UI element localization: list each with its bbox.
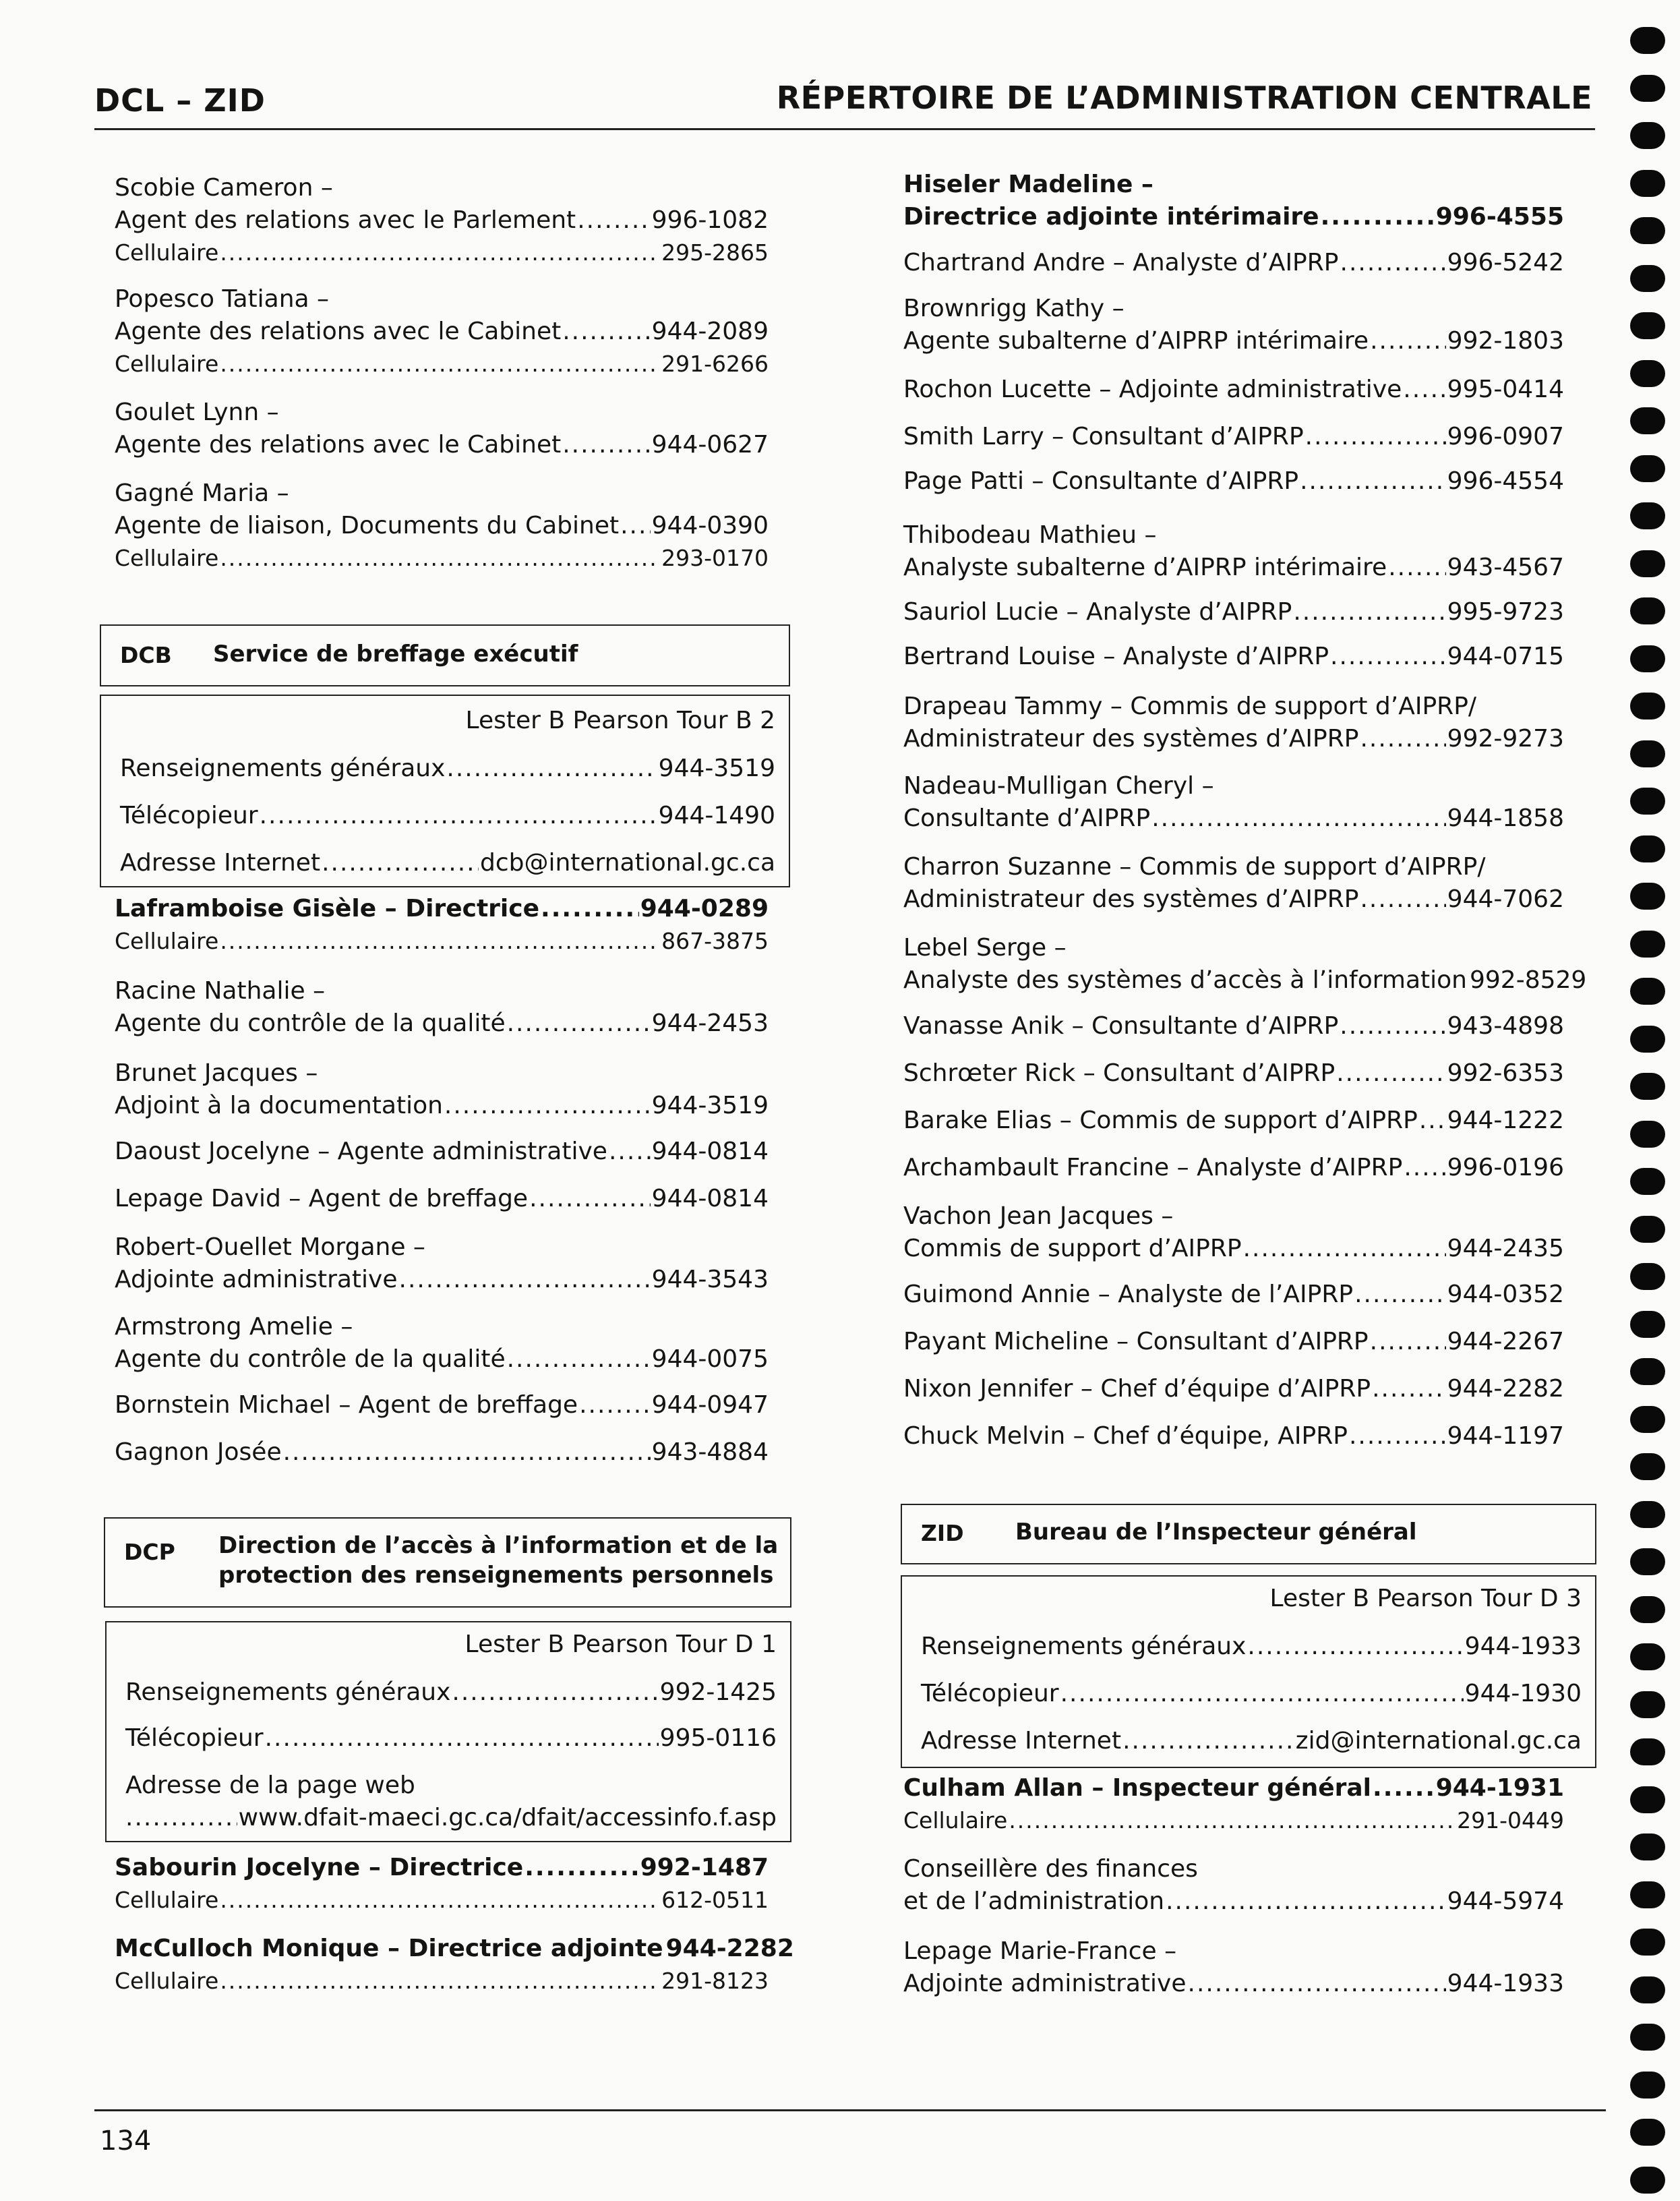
entry-name: Scobie Cameron – bbox=[115, 174, 333, 202]
entry-phone: 992-6353 bbox=[1447, 1059, 1564, 1087]
cell-label: Cellulaire bbox=[115, 351, 219, 377]
entry-phone: 995-0414 bbox=[1447, 376, 1564, 403]
entry-name: Brunet Jacques – bbox=[115, 1059, 318, 1087]
entry-title: Bornstein Michael – Agent de breffage bbox=[115, 1391, 578, 1419]
punch-hole bbox=[1630, 170, 1665, 197]
punch-hole bbox=[1630, 1263, 1665, 1290]
entry-title: Rochon Lucette – Adjointe administrative bbox=[903, 376, 1402, 403]
punch-hole bbox=[1630, 2167, 1665, 2194]
entry-phone: 996-0196 bbox=[1447, 1154, 1564, 1181]
info-label: Renseignements généraux bbox=[120, 755, 446, 782]
punch-hole bbox=[1630, 1121, 1665, 1148]
section-title: Service de breffage exécutif bbox=[213, 641, 578, 668]
cell-label: Cellulaire bbox=[115, 928, 219, 954]
section-info-box-dcb bbox=[100, 695, 790, 887]
section-code: ZID bbox=[921, 1520, 964, 1546]
entry-phone: 944-1858 bbox=[1447, 804, 1564, 832]
entry-phone: 944-3519 bbox=[651, 1092, 769, 1119]
building-location: Lester B Pearson Tour D 1 bbox=[464, 1631, 777, 1658]
info-row bbox=[125, 1676, 777, 1709]
info-value: 944-3519 bbox=[658, 755, 775, 782]
punch-hole bbox=[1630, 1216, 1665, 1243]
cell-phone: 291-6266 bbox=[661, 351, 769, 377]
cell-label: Cellulaire bbox=[115, 1968, 219, 1994]
entry-phone: 995-9723 bbox=[1447, 598, 1564, 626]
entry-title: Administrateur des systèmes d’AIPRP bbox=[903, 725, 1359, 753]
punch-hole bbox=[1630, 312, 1665, 339]
directory-entry bbox=[903, 374, 1564, 406]
entry-title: Analyste subalterne d’AIPRP intérimaire bbox=[903, 554, 1387, 581]
punch-hole bbox=[1630, 122, 1665, 149]
entry-title: Vanasse Anik – Consultante d’AIPRP bbox=[903, 1012, 1339, 1040]
punch-hole bbox=[1630, 1453, 1665, 1480]
info-label: Adresse de la page web bbox=[125, 1771, 415, 1799]
deputy-phone: 944-2282 bbox=[665, 1935, 794, 1962]
punch-hole bbox=[1630, 455, 1665, 482]
section-code: DCB bbox=[120, 642, 172, 668]
punch-hole bbox=[1630, 217, 1665, 244]
directory-entry bbox=[903, 465, 1564, 498]
entry-title: Agent des relations avec le Parlement bbox=[115, 206, 576, 234]
entry-name: Charron Suzanne – Commis de support d’AIPRP/ bbox=[903, 853, 1486, 881]
info-row bbox=[921, 1678, 1582, 1710]
director-entry bbox=[115, 1852, 769, 1916]
punch-hole bbox=[1630, 931, 1665, 958]
punch-hole bbox=[1630, 693, 1665, 720]
entry-title: Chuck Melvin – Chef d’équipe, AIPRP bbox=[903, 1422, 1348, 1450]
entry-phone: 944-0390 bbox=[651, 512, 769, 539]
entry-title: Directrice adjointe intérimaire bbox=[903, 203, 1319, 231]
entry-name: Lepage Marie-France – bbox=[903, 1937, 1177, 1965]
directory-entry bbox=[115, 397, 769, 461]
info-value: 944-1930 bbox=[1464, 1680, 1582, 1707]
punch-hole bbox=[1630, 1406, 1665, 1433]
entry-title: Commis de support d’AIPRP bbox=[903, 1235, 1242, 1262]
punch-hole bbox=[1630, 2119, 1665, 2146]
entry-name: Robert-Ouellet Morgane – bbox=[115, 1233, 425, 1261]
punch-hole bbox=[1630, 1643, 1665, 1670]
directory-entry bbox=[903, 851, 1564, 916]
punch-hole bbox=[1630, 550, 1665, 577]
punch-hole bbox=[1630, 1168, 1665, 1195]
section-title-line-1: Direction de l’accès à l’information et de la bbox=[218, 1532, 779, 1559]
info-row bbox=[120, 847, 775, 879]
punch-hole bbox=[1630, 1833, 1665, 1860]
entry-title: Archambault Francine – Analyste d’AIPRP bbox=[903, 1154, 1403, 1181]
entry-phone: 944-2089 bbox=[651, 318, 769, 345]
cell-label: Cellulaire bbox=[115, 239, 219, 266]
cell-label: Cellulaire bbox=[115, 545, 219, 571]
directory-entry bbox=[115, 172, 769, 269]
entry-title: Payant Micheline – Consultant d’AIPRP bbox=[903, 1328, 1369, 1355]
punch-hole bbox=[1630, 1929, 1665, 1956]
entry-name: Brownrigg Kathy – bbox=[903, 295, 1124, 322]
directory-entry bbox=[903, 691, 1564, 755]
punch-hole bbox=[1630, 1548, 1665, 1575]
punch-hole bbox=[1630, 2072, 1665, 2099]
info-row bbox=[125, 1769, 777, 1834]
directory-entry bbox=[903, 1152, 1564, 1184]
directory-entry bbox=[115, 1436, 769, 1469]
entry-title: Daoust Jocelyne – Agente administrative bbox=[115, 1138, 607, 1165]
entry-phone: 943-4884 bbox=[651, 1438, 769, 1466]
punch-hole bbox=[1630, 1501, 1665, 1528]
web-address-link[interactable]: www.dfait-maeci.gc.ca/dfait/accessinfo.f.asp bbox=[238, 1804, 777, 1831]
punch-hole bbox=[1630, 1738, 1665, 1765]
director-phone: 992-1487 bbox=[640, 1854, 769, 1881]
entry-phone: 944-1197 bbox=[1447, 1422, 1564, 1450]
info-label: Télécopieur bbox=[120, 802, 258, 829]
cell-phone: 293-0170 bbox=[661, 545, 769, 571]
entry-name: Hiseler Madeline – bbox=[903, 171, 1153, 198]
directory-entry bbox=[903, 1057, 1564, 1090]
entry-phone: 944-7062 bbox=[1447, 885, 1564, 913]
entry-name: Armstrong Amelie – bbox=[115, 1313, 353, 1341]
director-entry bbox=[115, 893, 769, 958]
entry-phone: 944-1933 bbox=[1447, 1970, 1564, 1997]
entry-phone: 944-1222 bbox=[1447, 1107, 1564, 1134]
directory-entry bbox=[903, 421, 1564, 453]
entry-title: Agente du contrôle de la qualité bbox=[115, 1009, 506, 1037]
building-location: Lester B Pearson Tour D 3 bbox=[1269, 1585, 1582, 1612]
director-label: Laframboise Gisèle – Directrice bbox=[115, 895, 540, 922]
entry-phone: 944-2435 bbox=[1447, 1235, 1564, 1262]
entry-phone: 944-0075 bbox=[651, 1345, 769, 1373]
entry-phone: 992-1803 bbox=[1447, 327, 1564, 355]
entry-title: Agente des relations avec le Cabinet bbox=[115, 431, 562, 459]
entry-title: et de l’administration bbox=[903, 1887, 1165, 1915]
punch-hole bbox=[1630, 1881, 1665, 1908]
directory-entry bbox=[115, 1136, 769, 1168]
directory-entry bbox=[903, 247, 1564, 279]
entry-name: Lebel Serge – bbox=[903, 934, 1067, 962]
entry-name: Goulet Lynn – bbox=[115, 399, 279, 426]
cell-phone: 291-8123 bbox=[661, 1968, 769, 1994]
info-row bbox=[921, 1631, 1582, 1663]
director-phone: 944-0289 bbox=[640, 895, 769, 922]
directory-entry bbox=[903, 1373, 1564, 1405]
page-header-title: RÉPERTOIRE DE L’ADMINISTRATION CENTRALE bbox=[776, 80, 1592, 116]
entry-phone: 944-5974 bbox=[1447, 1887, 1564, 1915]
director-label: Culham Allan – Inspecteur général bbox=[903, 1774, 1372, 1802]
cell-phone: 867-3875 bbox=[661, 928, 769, 954]
entry-phone: 996-0907 bbox=[1447, 423, 1564, 450]
entry-name: Popesco Tatiana – bbox=[115, 285, 330, 313]
section-code: DCP bbox=[124, 1539, 175, 1565]
directory-entry bbox=[903, 1853, 1564, 1918]
info-value: 995-0116 bbox=[659, 1724, 777, 1752]
punch-hole bbox=[1630, 360, 1665, 387]
directory-entry bbox=[903, 1200, 1564, 1265]
info-email: dcb@international.gc.ca bbox=[479, 849, 775, 877]
info-row bbox=[921, 1725, 1582, 1757]
entry-phone: 944-2453 bbox=[651, 1009, 769, 1037]
header-divider bbox=[94, 128, 1595, 130]
entry-phone: 996-4554 bbox=[1447, 467, 1564, 495]
entry-phone: 996-4555 bbox=[1435, 203, 1564, 231]
cell-phone: 291-0449 bbox=[1457, 1807, 1564, 1833]
info-value: 944-1933 bbox=[1464, 1633, 1582, 1660]
entry-title: Adjointe administrative bbox=[115, 1266, 398, 1293]
punch-hole bbox=[1630, 645, 1665, 672]
info-label: Télécopieur bbox=[125, 1724, 264, 1752]
directory-entry bbox=[903, 1105, 1564, 1137]
footer-divider bbox=[94, 2109, 1606, 2111]
cell-phone: 612-0511 bbox=[661, 1887, 769, 1913]
entry-title: Adjoint à la documentation bbox=[115, 1092, 443, 1119]
punch-hole bbox=[1630, 75, 1665, 102]
entry-title: Smith Larry – Consultant d’AIPRP bbox=[903, 423, 1304, 450]
deputy-label: McCulloch Monique – Directrice adjointe bbox=[115, 1935, 663, 1962]
binding-punch-holes bbox=[1630, 0, 1671, 2201]
entry-title: Sauriol Lucie – Analyste d’AIPRP bbox=[903, 598, 1292, 626]
directory-entry bbox=[903, 1326, 1564, 1358]
punch-hole bbox=[1630, 1596, 1665, 1623]
page-number: 134 bbox=[100, 2125, 152, 2156]
entry-title: Analyste des systèmes d’accès à l’information bbox=[903, 966, 1467, 994]
punch-hole bbox=[1630, 407, 1665, 434]
directory-entry bbox=[903, 293, 1564, 357]
entry-name: Thibodeau Mathieu – bbox=[903, 521, 1157, 549]
directory-entry bbox=[115, 1183, 769, 1215]
entry-name: Drapeau Tammy – Commis de support d’AIPRP/ bbox=[903, 693, 1477, 720]
directory-entry bbox=[903, 519, 1564, 584]
punch-hole bbox=[1630, 740, 1665, 767]
entry-title: Agente des relations avec le Cabinet bbox=[115, 318, 562, 345]
punch-hole bbox=[1630, 788, 1665, 815]
entry-name: Nadeau-Mulligan Cheryl – bbox=[903, 772, 1214, 800]
entry-phone: 944-0814 bbox=[651, 1138, 769, 1165]
info-label: Renseignements généraux bbox=[921, 1633, 1247, 1660]
punch-hole bbox=[1630, 978, 1665, 1005]
info-label: Télécopieur bbox=[921, 1680, 1059, 1707]
entry-phone: 944-2267 bbox=[1447, 1328, 1564, 1355]
deputy-director-entry bbox=[903, 169, 1564, 233]
punch-hole bbox=[1630, 1358, 1665, 1385]
entry-title: Schrœter Rick – Consultant d’AIPRP bbox=[903, 1059, 1336, 1087]
punch-hole bbox=[1630, 502, 1665, 529]
section-header-zid bbox=[901, 1504, 1596, 1564]
punch-hole bbox=[1630, 1026, 1665, 1053]
entry-phone: 943-4898 bbox=[1447, 1012, 1564, 1040]
entry-name: Vachon Jean Jacques – bbox=[903, 1202, 1174, 1230]
directory-entry bbox=[115, 1057, 769, 1122]
info-row bbox=[125, 1722, 777, 1755]
punch-hole bbox=[1630, 1311, 1665, 1338]
entry-name: Gagné Maria – bbox=[115, 479, 289, 507]
punch-hole bbox=[1630, 1976, 1665, 2003]
directory-entry bbox=[115, 1311, 769, 1376]
entry-phone: 996-5242 bbox=[1447, 249, 1564, 276]
directory-entry bbox=[115, 975, 769, 1040]
deputy-director-entry bbox=[115, 1933, 794, 1997]
building-location: Lester B Pearson Tour B 2 bbox=[465, 707, 775, 734]
punch-hole bbox=[1630, 27, 1665, 54]
info-email: zid@international.gc.ca bbox=[1295, 1727, 1582, 1755]
section-info-box-dcp bbox=[105, 1621, 791, 1842]
directory-entry bbox=[903, 1279, 1564, 1311]
section-info-box-zid bbox=[901, 1575, 1596, 1768]
info-row bbox=[120, 800, 775, 832]
page-header-code-range: DCL – ZID bbox=[94, 82, 266, 119]
directory-entry bbox=[903, 641, 1564, 673]
info-row bbox=[120, 753, 775, 785]
directory-entry bbox=[903, 770, 1564, 835]
entry-phone: 944-0947 bbox=[651, 1391, 769, 1419]
entry-title: Adjointe administrative bbox=[903, 1970, 1187, 1997]
entry-phone: 944-0352 bbox=[1447, 1281, 1564, 1308]
entry-title: Barake Elias – Commis de support d’AIPRP bbox=[903, 1107, 1418, 1134]
entry-phone: 996-1082 bbox=[651, 206, 769, 234]
entry-title: Agente du contrôle de la qualité bbox=[115, 1345, 506, 1373]
punch-hole bbox=[1630, 1691, 1665, 1718]
section-title: Bureau de l’Inspecteur général bbox=[1015, 1519, 1417, 1546]
directory-entry bbox=[115, 1389, 769, 1421]
info-label: Renseignements généraux bbox=[125, 1678, 451, 1706]
director-label: Sabourin Jocelyne – Directrice bbox=[115, 1854, 524, 1881]
director-entry bbox=[903, 1772, 1564, 1837]
cell-phone: 295-2865 bbox=[661, 239, 769, 266]
cell-label: Cellulaire bbox=[903, 1807, 1008, 1833]
entry-title: Chartrand Andre – Analyste d’AIPRP bbox=[903, 249, 1339, 276]
punch-hole bbox=[1630, 835, 1665, 862]
entry-phone: 992-8529 bbox=[1469, 966, 1587, 994]
directory-entry bbox=[903, 1420, 1564, 1452]
punch-hole bbox=[1630, 265, 1665, 292]
info-value: 992-1425 bbox=[659, 1678, 777, 1706]
entry-title: Nixon Jennifer – Chef d’équipe d’AIPRP bbox=[903, 1375, 1371, 1403]
section-header-dcb bbox=[100, 624, 790, 686]
info-label: Adresse Internet bbox=[921, 1727, 1122, 1755]
entry-phone: 944-0715 bbox=[1447, 643, 1564, 670]
entry-name: Conseillère des finances bbox=[903, 1855, 1198, 1883]
directory-entry bbox=[115, 1231, 769, 1296]
directory-entry bbox=[903, 932, 1587, 997]
cell-label: Cellulaire bbox=[115, 1887, 219, 1913]
punch-hole bbox=[1630, 883, 1665, 910]
entry-phone: 992-9273 bbox=[1447, 725, 1564, 753]
entry-title: Administrateur des systèmes d’AIPRP bbox=[903, 885, 1359, 913]
punch-hole bbox=[1630, 597, 1665, 624]
directory-entry bbox=[115, 283, 769, 380]
directory-entry bbox=[115, 477, 769, 575]
entry-title: Agente subalterne d’AIPRP intérimaire bbox=[903, 327, 1369, 355]
entry-phone: 943-4567 bbox=[1447, 554, 1564, 581]
section-title-line-2: protection des renseignements personnels bbox=[218, 1562, 774, 1589]
directory-entry bbox=[903, 596, 1564, 628]
punch-hole bbox=[1630, 1073, 1665, 1100]
section-header-dcp bbox=[104, 1517, 791, 1608]
info-value: 944-1490 bbox=[658, 802, 775, 829]
entry-title: Consultante d’AIPRP bbox=[903, 804, 1151, 832]
directory-entry bbox=[903, 1935, 1564, 2000]
entry-phone: 944-0814 bbox=[651, 1185, 769, 1212]
entry-phone: 944-0627 bbox=[651, 431, 769, 459]
punch-hole bbox=[1630, 1786, 1665, 1813]
director-phone: 944-1931 bbox=[1435, 1774, 1564, 1802]
entry-name: Racine Nathalie – bbox=[115, 977, 326, 1005]
entry-title: Gagnon Josée bbox=[115, 1438, 282, 1466]
entry-title: Page Patti – Consultante d’AIPRP bbox=[903, 467, 1299, 495]
entry-phone: 944-2282 bbox=[1447, 1375, 1564, 1403]
directory-entry bbox=[903, 1010, 1564, 1043]
punch-hole bbox=[1630, 2024, 1665, 2051]
entry-title: Lepage David – Agent de breffage bbox=[115, 1185, 529, 1212]
entry-phone: 944-3543 bbox=[651, 1266, 769, 1293]
entry-title: Agente de liaison, Documents du Cabinet bbox=[115, 512, 620, 539]
info-label: Adresse Internet bbox=[120, 849, 321, 877]
entry-title: Bertrand Louise – Analyste d’AIPRP bbox=[903, 643, 1329, 670]
entry-title: Guimond Annie – Analyste de l’AIPRP bbox=[903, 1281, 1354, 1308]
